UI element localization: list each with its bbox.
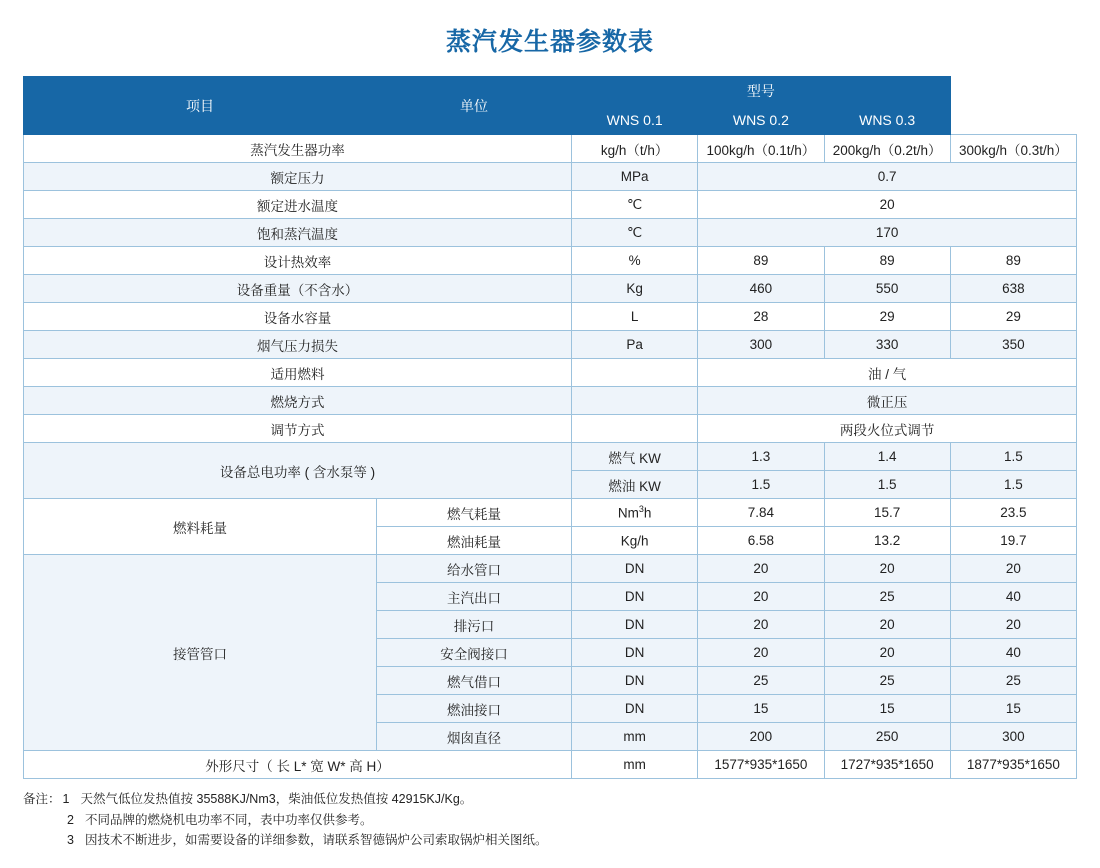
row-label: 烟气压力损失 — [24, 331, 572, 359]
header-model-1: WNS 0.1 — [572, 106, 698, 135]
row-unit: ℃ — [572, 191, 698, 219]
note-text: 因技术不断进步，如需要设备的详细参数，请联系智德锅炉公司索取锅炉相关图纸。 — [85, 833, 548, 848]
row-unit: MPa — [572, 163, 698, 191]
row-value: 89 — [824, 247, 950, 275]
row-value: 20 — [824, 611, 950, 639]
row-unit — [572, 499, 698, 527]
row-value: 6.58 — [698, 527, 824, 555]
row-unit: kg/h（t/h） — [572, 135, 698, 163]
row-unit: DN — [572, 639, 698, 667]
row-unit: DN — [572, 695, 698, 723]
row-unit: 燃气 KW — [572, 443, 698, 471]
row-value: 1.3 — [698, 443, 824, 471]
row-value: 20 — [698, 555, 824, 583]
row-value: 200 — [698, 723, 824, 751]
row-value-merged: 油 / 气 — [698, 359, 1077, 387]
row-sublabel: 烟囱直径 — [377, 723, 572, 751]
row-unit: 燃油 KW — [572, 471, 698, 499]
row-unit: DN — [572, 583, 698, 611]
row-value: 1.5 — [698, 471, 824, 499]
table-row — [24, 303, 1077, 331]
notes-label: 备注： — [23, 792, 61, 806]
table-row — [24, 499, 1077, 527]
unit-superscript: 3 — [638, 504, 644, 515]
row-value: 25 — [824, 667, 950, 695]
header-model-2: WNS 0.2 — [698, 106, 824, 135]
row-value: 20 — [824, 639, 950, 667]
row-value: 350 — [950, 331, 1076, 359]
row-unit: Kg — [572, 275, 698, 303]
header-model-group: 型号 — [572, 77, 951, 106]
table-row — [24, 331, 1077, 359]
row-sublabel: 主汽出口 — [377, 583, 572, 611]
row-value: 300 — [950, 723, 1076, 751]
spec-table — [23, 76, 1077, 779]
row-unit — [572, 359, 698, 387]
row-value: 330 — [824, 331, 950, 359]
row-unit — [572, 387, 698, 415]
row-value: 1727*935*1650 — [824, 751, 950, 779]
row-value: 200kg/h（0.2t/h） — [824, 135, 950, 163]
note-number: 2 — [67, 812, 74, 827]
row-label: 额定进水温度 — [24, 191, 572, 219]
table-row — [24, 191, 1077, 219]
row-value: 250 — [824, 723, 950, 751]
row-value: 550 — [824, 275, 950, 303]
note-number: 1 — [62, 792, 70, 806]
row-sublabel: 燃油耗量 — [377, 527, 572, 555]
group-label-pipe-connections: 接管管口 — [24, 555, 377, 751]
table-row — [24, 135, 1077, 163]
row-value: 300kg/h（0.3t/h） — [950, 135, 1076, 163]
row-value: 89 — [950, 247, 1076, 275]
note-item — [23, 830, 1077, 851]
row-label: 适用燃料 — [24, 359, 572, 387]
row-value-merged: 微正压 — [698, 387, 1077, 415]
row-value: 20 — [698, 639, 824, 667]
row-sublabel: 燃气耗量 — [377, 499, 572, 527]
row-value: 15.7 — [824, 499, 950, 527]
row-value: 15 — [698, 695, 824, 723]
row-label: 设备重量（不含水） — [24, 275, 572, 303]
table-row — [24, 219, 1077, 247]
note-text: 不同品牌的燃烧机电功率不同，表中功率仅供参考。 — [85, 812, 373, 827]
row-value: 1.5 — [950, 443, 1076, 471]
row-unit: DN — [572, 611, 698, 639]
row-value: 15 — [950, 695, 1076, 723]
row-unit: L — [572, 303, 698, 331]
header-model-3: WNS 0.3 — [824, 106, 950, 135]
unit-suffix: h — [643, 505, 652, 521]
row-sublabel: 排污口 — [377, 611, 572, 639]
row-value: 25 — [698, 667, 824, 695]
row-label: 额定压力 — [24, 163, 572, 191]
notes-section — [23, 789, 1077, 851]
row-value: 20 — [950, 611, 1076, 639]
row-value: 20 — [698, 583, 824, 611]
row-value: 100kg/h（0.1t/h） — [698, 135, 824, 163]
note-item — [23, 789, 1077, 810]
row-unit: mm — [572, 751, 698, 779]
unit-prefix: Kg/h — [620, 533, 649, 549]
row-label: 设计热效率 — [24, 247, 572, 275]
row-value-merged: 两段火位式调节 — [698, 415, 1077, 443]
row-value: 29 — [824, 303, 950, 331]
row-value: 20 — [824, 555, 950, 583]
row-value-merged: 20 — [698, 191, 1077, 219]
row-value: 1.5 — [950, 471, 1076, 499]
row-unit: ℃ — [572, 219, 698, 247]
row-label: 调节方式 — [24, 415, 572, 443]
row-value: 7.84 — [698, 499, 824, 527]
header-row-1 — [24, 77, 1077, 106]
table-row — [24, 247, 1077, 275]
row-sublabel: 给水管口 — [377, 555, 572, 583]
row-unit: DN — [572, 667, 698, 695]
header-item: 项目 — [24, 77, 377, 135]
row-value: 15 — [824, 695, 950, 723]
row-value: 25 — [824, 583, 950, 611]
row-label-dimensions: 外形尺寸（ 长 L* 宽 W* 高 H） — [24, 751, 572, 779]
table-row — [24, 751, 1077, 779]
row-value: 23.5 — [950, 499, 1076, 527]
row-sublabel: 燃气借口 — [377, 667, 572, 695]
row-sublabel: 燃油接口 — [377, 695, 572, 723]
row-unit — [572, 415, 698, 443]
table-row — [24, 443, 1077, 471]
row-value: 1.5 — [824, 471, 950, 499]
table-row — [24, 359, 1077, 387]
table-header — [24, 77, 1077, 135]
row-value: 1877*935*1650 — [950, 751, 1076, 779]
row-value-merged: 170 — [698, 219, 1077, 247]
page-title: 蒸汽发生器参数表 — [445, 28, 654, 56]
row-value: 19.7 — [950, 527, 1076, 555]
row-label: 蒸汽发生器功率 — [24, 135, 572, 163]
table-body — [24, 135, 1077, 779]
header-unit: 单位 — [377, 77, 572, 135]
row-value: 300 — [698, 331, 824, 359]
row-unit — [572, 527, 698, 555]
group-label-fuel-consumption: 燃料耗量 — [24, 499, 377, 555]
row-unit: % — [572, 247, 698, 275]
row-value: 40 — [950, 639, 1076, 667]
row-sublabel: 安全阀接口 — [377, 639, 572, 667]
row-value: 13.2 — [824, 527, 950, 555]
row-value: 25 — [950, 667, 1076, 695]
table-row — [24, 275, 1077, 303]
row-label: 饱和蒸汽温度 — [24, 219, 572, 247]
row-unit: Pa — [572, 331, 698, 359]
row-unit: DN — [572, 555, 698, 583]
row-label: 设备水容量 — [24, 303, 572, 331]
row-value: 89 — [698, 247, 824, 275]
row-value: 460 — [698, 275, 824, 303]
unit-prefix: Nm — [617, 505, 639, 521]
group-label-total-power: 设备总电功率 ( 含水泵等 ) — [24, 443, 572, 499]
note-number: 3 — [67, 833, 74, 848]
row-value: 29 — [950, 303, 1076, 331]
table-row — [24, 387, 1077, 415]
row-value-merged: 0.7 — [698, 163, 1077, 191]
row-value: 20 — [950, 555, 1076, 583]
table-row — [24, 555, 1077, 583]
row-value: 20 — [698, 611, 824, 639]
row-value: 638 — [950, 275, 1076, 303]
table-row — [24, 415, 1077, 443]
note-text: 天然气低位发热值按 35588KJ/Nm3，柴油低位发热值按 42915KJ/Kg。 — [80, 792, 473, 806]
row-label: 燃烧方式 — [24, 387, 572, 415]
row-value: 1.4 — [824, 443, 950, 471]
note-item — [23, 810, 1077, 831]
row-value: 1577*935*1650 — [698, 751, 824, 779]
table-row — [24, 163, 1077, 191]
row-value: 40 — [950, 583, 1076, 611]
row-value: 28 — [698, 303, 824, 331]
row-unit: mm — [572, 723, 698, 751]
